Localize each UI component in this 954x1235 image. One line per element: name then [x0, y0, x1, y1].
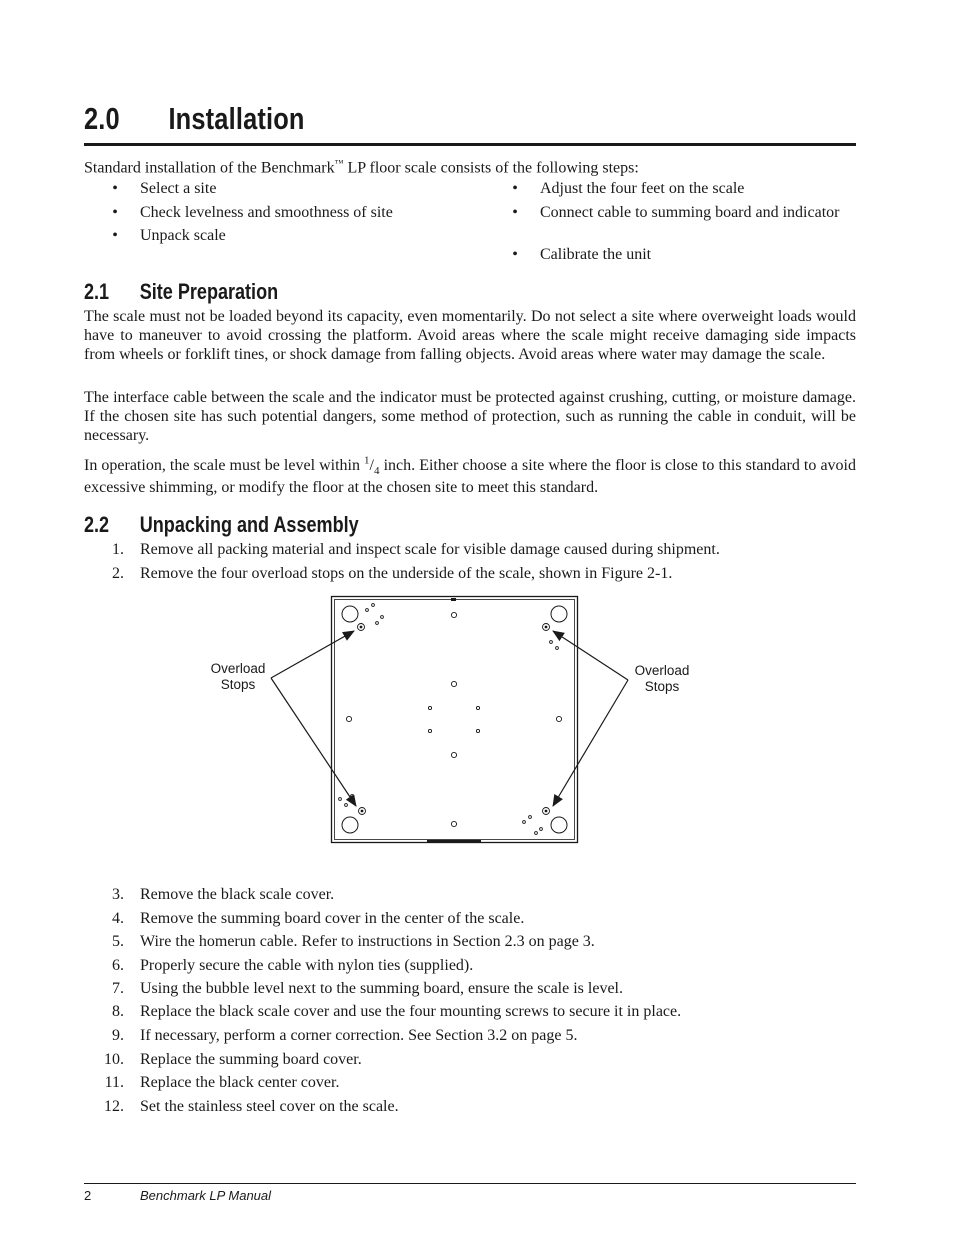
list-item-number: 11. [104, 1074, 124, 1091]
ordered-list-bottom [84, 885, 856, 1115]
section-title: Unpacking and Assembly [139, 512, 359, 537]
mounting-holes [346, 612, 561, 826]
bottom-notch [427, 840, 481, 842]
ordered-list-bottom-continued [84, 1120, 856, 1170]
list-item-text: Remove the four overload stops on the underside of the scale, shown in Figure 2-1. [140, 565, 673, 582]
text: In operation, the scale must be level within [84, 457, 365, 474]
arrow-left-bottom [271, 678, 356, 806]
section-number: 2.1 [84, 279, 110, 304]
list-item-text: Adjust the four feet on the scale [540, 180, 745, 197]
bullet: • [112, 180, 118, 197]
paragraph: The interface cable between the scale and the indicator must be protected against crushing, cutting, or moisture damage. If the chosen site has such potential dangers, some method of protection, such as running the cable in conduit, will be necessary. [84, 389, 856, 444]
manual-title: Benchmark LP Manual [140, 1188, 272, 1203]
arrow-left-top [271, 631, 354, 678]
footer-rule [84, 1183, 856, 1184]
list-item-text: Remove all packing material and inspect scale for visible damage caused during shipment. [140, 541, 720, 558]
list-item-text: Replace the summing board cover. [140, 1051, 362, 1068]
overload-stop-top-right [543, 624, 550, 631]
list-item-text: Select a site [140, 180, 217, 197]
list-item-number: 7. [112, 980, 124, 997]
paragraph: The scale must not be loaded beyond its capacity, even momentarily. Do not select a site where overweight loads would have to maneuver to avoid crossing the platform. Avoid areas where the scale might receive damaging side impacts from wheels or forklift tines, or shock damage from falling objects. Avoid areas where water may damage the scale. [84, 308, 856, 363]
chapter-title: Installation [168, 101, 305, 136]
list-item-text: Replace the black center cover. [140, 1074, 340, 1091]
page-number: 2 [84, 1188, 92, 1203]
label-line: Overload [210, 661, 266, 676]
bullet: • [512, 204, 518, 221]
list-item-text: Unpack scale [140, 227, 226, 244]
fraction-denominator: 4 [374, 465, 380, 478]
list-item-number: 12. [104, 1098, 124, 1115]
list-item-text: Wire the homerun cable. Refer to instructions in Section 2.3 on page 3. [140, 933, 595, 950]
scale-inner-outline [335, 600, 575, 840]
list-item-number: 8. [112, 1003, 124, 1020]
list-item-text: Connect cable to summing board and indicator [540, 204, 840, 221]
bullet: • [512, 246, 518, 263]
bullet: • [112, 204, 118, 221]
list-item-text: If necessary, perform a corner correction. See Section 3.2 on page 5. [140, 1027, 578, 1044]
text: inch. Either choose a site where the floor is close to this standard to avoid excessive shimming, or modify the floor at the chosen site to meet this standard. [84, 457, 856, 496]
list-item-text: Check levelness and smoothness of site [140, 204, 393, 221]
list-item-number: 5. [112, 933, 124, 950]
overload-stop-bottom-right [543, 808, 550, 815]
list-item-number: 9. [112, 1027, 124, 1044]
foot-top-left [342, 606, 358, 622]
list-item-text: Remove the summing board cover in the center of the scale. [140, 910, 525, 927]
overload-stop-top-left [358, 624, 365, 631]
list-item-text: Set the stainless steel cover on the scale. [140, 1098, 399, 1115]
label-line: Stops [220, 677, 256, 692]
list-item-number: 10. [104, 1051, 124, 1068]
bullet: • [112, 227, 118, 244]
scale-outline [332, 597, 578, 843]
list-item-text: Remove the black scale cover. [140, 886, 335, 903]
list-item-number: 2. [112, 565, 124, 582]
list-item-number: 6. [112, 957, 124, 974]
list-item-text: Calibrate the unit [540, 246, 652, 263]
top-notch [451, 598, 456, 601]
bolt-holes [339, 604, 559, 835]
bullet: • [512, 180, 518, 197]
foot-top-right [551, 606, 567, 622]
label-line: Overload [634, 663, 690, 678]
list-item-text: Properly secure the cable with nylon ties (supplied). [140, 957, 474, 974]
list-item-text: Replace the black scale cover and use the four mounting screws to secure it in place. [140, 1003, 682, 1020]
label-line: Stops [644, 679, 680, 694]
list-item-text: Using the bubble level next to the summing board, ensure the scale is level. [140, 980, 623, 997]
list-item-number: 4. [112, 910, 124, 927]
foot-bottom-left [342, 817, 358, 833]
section-title: Site Preparation [139, 279, 279, 304]
fraction-numerator: 1 [364, 454, 370, 467]
intro-text: Standard installation of the Benchmark [84, 159, 335, 177]
fraction-slash: / [369, 457, 374, 474]
intro-text-end: LP floor scale consists of the following steps: [343, 159, 639, 177]
arrow-right-bottom [553, 680, 628, 806]
arrow-right-top [553, 631, 628, 680]
chapter-number: 2.0 [84, 101, 120, 136]
list-item-number: 1. [112, 541, 124, 558]
list-item-number: 3. [112, 886, 124, 903]
trademark-symbol: ™ [334, 158, 344, 168]
section-number: 2.2 [84, 512, 110, 537]
overload-stop-bottom-left [359, 808, 366, 815]
foot-bottom-right [551, 817, 567, 833]
